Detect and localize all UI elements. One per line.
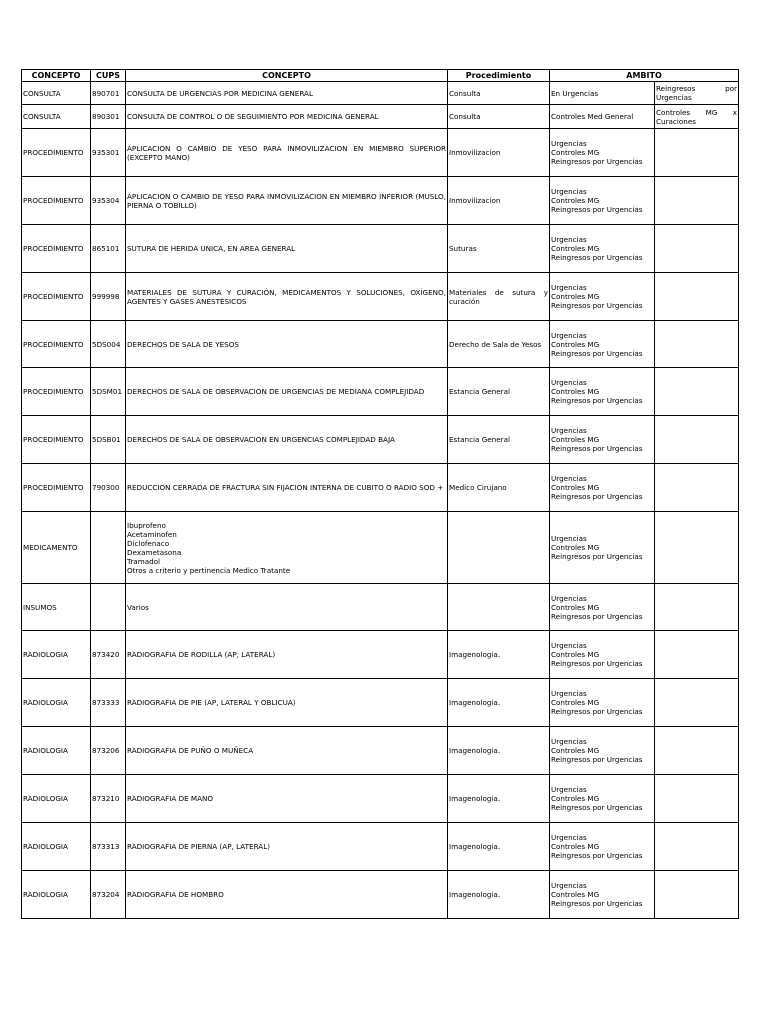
- cell-ambito-line: Urgencias: [551, 330, 587, 340]
- cell-ambito-line: Reingresos por Urgencias: [551, 205, 643, 214]
- cell-ambito-line: Urgencias: [551, 235, 587, 244]
- cell-procedimiento: [448, 584, 550, 631]
- cell-concepto-detalle-line: MATERIALES DE SUTURA Y CURACIÓN, MEDICAMENTOS Y SOLUCIONES, OXÍGENO, AGENTES Y GASES ANESTÉSICOS: [127, 287, 446, 306]
- cell-concepto: RADIOLOGIA: [22, 775, 91, 823]
- table-row: [22, 631, 739, 679]
- cell-ambito-extra: [655, 512, 739, 584]
- cell-ambito: [550, 823, 655, 871]
- cell-ambito-extra: [655, 679, 739, 727]
- cell-concepto-detalle: [126, 273, 448, 321]
- cell-concepto-detalle-line: CONSULTA DE CONTROL O DE SEGUIMIENTO POR MEDICINA GENERAL: [127, 112, 379, 121]
- cell-ambito-line: Controles MG: [551, 244, 600, 253]
- cell-ambito: [550, 105, 655, 129]
- cell-ambito: [550, 82, 655, 105]
- cell-ambito-extra: [655, 368, 739, 416]
- cell-ambito-line: Reingresos por Urgencias: [551, 444, 643, 453]
- cell-ambito-line: Reingresos por Urgencias: [551, 157, 643, 166]
- cell-ambito-line: Controles MG: [551, 890, 600, 899]
- cell-ambito-line: Reingresos por Urgencias: [551, 659, 643, 668]
- cell-ambito-extra: [655, 416, 739, 464]
- cell-cups: 873204: [91, 871, 126, 919]
- cell-concepto-detalle: [126, 416, 448, 464]
- cell-concepto-detalle-line: DERECHOS DE SALA DE OBSERVACION EN URGENCIAS COMPLEJIDAD BAJA: [127, 435, 395, 444]
- cell-cups: 935304: [91, 177, 126, 225]
- cell-ambito-line: Reingresos por Urgencias: [551, 611, 643, 621]
- cell-concepto: RADIOLOGIA: [22, 823, 91, 871]
- cell-concepto-detalle-line: SUTURA DE HERIDA UNICA, EN AREA GENERAL: [127, 244, 296, 253]
- cell-cups: 5DSM01: [91, 368, 126, 416]
- cell-ambito-line: Reingresos por Urgencias: [551, 851, 643, 860]
- cell-concepto: RADIOLOGIA: [22, 871, 91, 919]
- cell-concepto-detalle: [126, 823, 448, 871]
- cell-concepto-detalle: [126, 464, 448, 512]
- cell-ambito: [550, 273, 655, 321]
- cell-ambito-extra: [655, 823, 739, 871]
- cell-ambito-extra: [655, 775, 739, 823]
- cell-ambito-extra: [655, 129, 739, 177]
- cell-concepto-detalle: [126, 512, 448, 584]
- cell-ambito-line: Reingresos por Urgencias: [551, 253, 643, 262]
- cell-ambito-line: Reingresos por Urgencias: [551, 803, 643, 812]
- cell-procedimiento: Imagenologia.: [448, 727, 550, 775]
- cell-ambito: [550, 871, 655, 919]
- cell-ambito-line: Urgencias: [551, 593, 587, 603]
- cell-ambito: [550, 368, 655, 416]
- cell-concepto-detalle-line: Tramadol: [127, 556, 161, 566]
- cell-concepto-detalle-line: Diclofenaco: [127, 538, 170, 548]
- header-concepto: CONCEPTO: [22, 70, 91, 82]
- cell-procedimiento: Medico Cirujano: [448, 464, 550, 512]
- table-row: [22, 273, 739, 321]
- cell-concepto-detalle-line: Dexametasona: [127, 547, 182, 557]
- cell-concepto-detalle-line: APLICACION O CAMBIO DE YESO PARA INMOVILIZACION EN MIEMBRO INFERIOR (MUSLO, PIERNA O TOBILLO): [127, 191, 446, 210]
- cell-concepto-detalle-line: RADIOGRAFIA DE HOMBRO: [127, 890, 224, 899]
- table-body: [22, 82, 739, 919]
- table-row: [22, 584, 739, 631]
- table-row: [22, 321, 739, 368]
- cell-ambito-line: Controles MG: [551, 842, 600, 851]
- cell-cups: 935301: [91, 129, 126, 177]
- cell-ambito-line: Reingresos por Urgencias: [551, 707, 643, 716]
- cell-concepto: CONSULTA: [22, 105, 91, 129]
- table-row: [22, 105, 739, 129]
- cell-ambito-extra: [655, 727, 739, 775]
- cell-cups: 5DS004: [91, 321, 126, 368]
- cell-procedimiento: Imagenologia.: [448, 871, 550, 919]
- cell-ambito-line: Urgencias: [551, 641, 587, 650]
- cell-ambito-line: Urgencias: [551, 187, 587, 196]
- cell-ambito-line: Urgencias: [551, 426, 587, 435]
- cell-ambito: [550, 584, 655, 631]
- cell-procedimiento: Imagenologia.: [448, 679, 550, 727]
- cell-concepto-detalle-line: RADIOGRAFIA DE MANO: [127, 794, 214, 803]
- cell-concepto-detalle: [126, 177, 448, 225]
- cell-ambito-extra-line: Controles MG x Curaciones: [656, 107, 738, 126]
- cell-concepto: PROCEDIMIENTO: [22, 416, 91, 464]
- cell-ambito-line: Urgencias: [551, 881, 587, 890]
- cell-ambito-line: Urgencias: [551, 785, 587, 794]
- table-row: [22, 512, 739, 584]
- table-row: [22, 823, 739, 871]
- cell-ambito: [550, 512, 655, 584]
- cell-concepto: MEDICAMENTO: [22, 512, 91, 584]
- header-row: [22, 70, 739, 82]
- cell-procedimiento: Suturas: [448, 225, 550, 273]
- cell-concepto-detalle: [126, 321, 448, 368]
- table-row: [22, 464, 739, 512]
- cell-concepto-detalle-line: RADIOGRAFIA DE PIERNA (AP, LATERAL): [127, 842, 271, 851]
- cell-ambito-line: Controles MG: [551, 435, 600, 444]
- cell-concepto-detalle: [126, 105, 448, 129]
- cell-ambito-line: Urgencias: [551, 474, 587, 483]
- cell-cups: 873333: [91, 679, 126, 727]
- header-procedimiento: Procedimiento: [448, 70, 550, 82]
- table-row: [22, 368, 739, 416]
- cell-ambito-line: Controles MG: [551, 602, 600, 612]
- cell-ambito-line: Controles MG: [551, 196, 600, 205]
- cell-ambito-extra: [655, 105, 739, 129]
- cell-concepto: CONSULTA: [22, 82, 91, 105]
- cell-procedimiento: Imagenologia.: [448, 775, 550, 823]
- cell-concepto-detalle: [126, 679, 448, 727]
- cell-ambito: [550, 727, 655, 775]
- cell-ambito-line: Controles MG: [551, 650, 600, 659]
- cell-concepto: PROCEDIMIENTO: [22, 368, 91, 416]
- cell-ambito-line: Controles MG: [551, 148, 600, 157]
- procedures-table: [21, 69, 739, 919]
- cell-procedimiento: Imagenologia.: [448, 631, 550, 679]
- cell-ambito-extra: [655, 82, 739, 105]
- cell-concepto-detalle-line: Ibuprofeno: [127, 520, 166, 530]
- cell-ambito-line: Urgencias: [551, 283, 587, 292]
- cell-cups: 999998: [91, 273, 126, 321]
- cell-ambito-line: Controles MG: [551, 339, 600, 349]
- cell-ambito: [550, 129, 655, 177]
- header-concepto-detalle: CONCEPTO: [126, 70, 448, 82]
- cell-ambito-line: Urgencias: [551, 689, 587, 698]
- cell-ambito-line: Controles MG: [551, 483, 600, 492]
- cell-concepto-detalle: [126, 727, 448, 775]
- cell-concepto-detalle-line: DERECHOS DE SALA DE OBSERVACION DE URGENCIAS DE MEDIANA COMPLEJIDAD: [127, 387, 425, 396]
- cell-concepto-detalle: [126, 368, 448, 416]
- header-ambito: AMBITO: [550, 70, 739, 82]
- cell-cups: 890701: [91, 82, 126, 105]
- table-row: [22, 679, 739, 727]
- cell-ambito: [550, 321, 655, 368]
- cell-ambito: [550, 177, 655, 225]
- table-row: [22, 727, 739, 775]
- cell-procedimiento: Materiales de sutura y curación: [448, 273, 550, 321]
- table-row: [22, 177, 739, 225]
- cell-ambito: [550, 464, 655, 512]
- cell-ambito: [550, 416, 655, 464]
- cell-procedimiento: [448, 512, 550, 584]
- cell-ambito-extra-line: Reingresos por Urgencias: [656, 84, 738, 102]
- cell-concepto-detalle-line: DERECHOS DE SALA DE YESOS: [127, 339, 239, 349]
- cell-cups: 873210: [91, 775, 126, 823]
- cell-concepto: PROCEDIMIENTO: [22, 129, 91, 177]
- cell-concepto-detalle-line: APLICACION O CAMBIO DE YESO PARA INMOVILIZACION EN MIEMBRO SUPERIOR (EXCEPTO MANO): [127, 143, 446, 162]
- cell-concepto: PROCEDIMIENTO: [22, 321, 91, 368]
- cell-ambito-line: Controles MG: [551, 543, 600, 552]
- cell-ambito: [550, 631, 655, 679]
- cell-ambito-line: Controles MG: [551, 794, 600, 803]
- cell-ambito-line: Reingresos por Urgencias: [551, 755, 643, 764]
- cell-concepto-detalle: [126, 225, 448, 273]
- cell-ambito-extra: [655, 584, 739, 631]
- cell-cups: 5DSB01: [91, 416, 126, 464]
- cell-ambito-line: Reingresos por Urgencias: [551, 492, 643, 501]
- cell-procedimiento: Inmovilizacion: [448, 129, 550, 177]
- cell-ambito-line: Reingresos por Urgencias: [551, 396, 643, 405]
- cell-concepto: PROCEDIMIENTO: [22, 225, 91, 273]
- cell-ambito-extra: [655, 225, 739, 273]
- cell-procedimiento: Imagenologia.: [448, 823, 550, 871]
- cell-procedimiento: Inmovilizacion: [448, 177, 550, 225]
- cell-procedimiento: Derecho de Sala de Yesos: [448, 321, 550, 368]
- cell-ambito: [550, 225, 655, 273]
- cell-cups: [91, 512, 126, 584]
- cell-cups: 865101: [91, 225, 126, 273]
- table-row: [22, 129, 739, 177]
- cell-cups: 873206: [91, 727, 126, 775]
- cell-concepto-detalle: [126, 129, 448, 177]
- table-row: [22, 416, 739, 464]
- cell-concepto: RADIOLOGIA: [22, 631, 91, 679]
- table-row: [22, 775, 739, 823]
- cell-procedimiento: Consulta: [448, 82, 550, 105]
- cell-concepto: PROCEDIMIENTO: [22, 177, 91, 225]
- cell-concepto-detalle-line: Varios: [127, 602, 149, 612]
- cell-procedimiento: Estancia General: [448, 368, 550, 416]
- cell-ambito-line: Controles MG: [551, 698, 600, 707]
- cell-ambito-line: Controles MG: [551, 292, 600, 301]
- cell-cups: 873313: [91, 823, 126, 871]
- cell-ambito-line: Reingresos por Urgencias: [551, 899, 643, 908]
- cell-ambito-extra: [655, 321, 739, 368]
- cell-ambito-extra: [655, 871, 739, 919]
- table-row: [22, 225, 739, 273]
- cell-concepto-detalle: [126, 775, 448, 823]
- cell-ambito-line: Urgencias: [551, 534, 587, 543]
- cell-concepto: RADIOLOGIA: [22, 679, 91, 727]
- cell-concepto: RADIOLOGIA: [22, 727, 91, 775]
- cell-ambito-line: Controles MG: [551, 746, 600, 755]
- cell-ambito-extra: [655, 273, 739, 321]
- cell-ambito-line: Reingresos por Urgencias: [551, 301, 643, 310]
- cell-ambito: [550, 775, 655, 823]
- cell-concepto: PROCEDIMIENTO: [22, 273, 91, 321]
- cell-concepto-detalle-line: RADIOGRAFIA DE PIE (AP, LATERAL Y OBLICUA): [127, 698, 296, 707]
- cell-procedimiento: Consulta: [448, 105, 550, 129]
- cell-ambito-line: Controles Med General: [551, 112, 634, 121]
- cell-ambito-line: Controles MG: [551, 387, 600, 396]
- table-row: [22, 871, 739, 919]
- cell-concepto-detalle-line: Otros a criterio y pertinencia Medico Tratante: [127, 565, 291, 575]
- cell-ambito-line: Urgencias: [551, 378, 587, 387]
- cell-ambito-line: Urgencias: [551, 737, 587, 746]
- table-row: [22, 82, 739, 105]
- cell-concepto: INSUMOS: [22, 584, 91, 631]
- cell-procedimiento: Estancia General: [448, 416, 550, 464]
- cell-concepto-detalle: [126, 584, 448, 631]
- cell-cups: [91, 584, 126, 631]
- cell-cups: 890301: [91, 105, 126, 129]
- cell-ambito: [550, 679, 655, 727]
- cell-ambito-line: Urgencias: [551, 139, 587, 148]
- cell-concepto-detalle-line: RADIOGRAFIA DE PUÑO O MUÑECA: [127, 746, 254, 755]
- cell-ambito-extra: [655, 464, 739, 512]
- cell-ambito-line: Urgencias: [551, 833, 587, 842]
- cell-concepto-detalle-line: REDUCCION CERRADA DE FRACTURA SIN FIJACION INTERNA DE CUBITO O RADIO SOD +: [127, 483, 444, 492]
- header-cups: CUPS: [91, 70, 126, 82]
- cell-cups: 873420: [91, 631, 126, 679]
- cell-concepto-detalle: [126, 631, 448, 679]
- cell-concepto-detalle: [126, 82, 448, 105]
- cell-ambito-line: En Urgencias: [551, 88, 599, 98]
- cell-ambito-extra: [655, 177, 739, 225]
- cell-ambito-line: Reingresos por Urgencias: [551, 348, 643, 358]
- cell-ambito-line: Reingresos por Urgencias: [551, 552, 643, 561]
- cell-concepto-detalle: [126, 871, 448, 919]
- cell-concepto: PROCEDIMIENTO: [22, 464, 91, 512]
- cell-cups: 790300: [91, 464, 126, 512]
- cell-concepto-detalle-line: Acetaminofen: [127, 529, 177, 539]
- cell-concepto-detalle-line: CONSULTA DE URGENCIAS POR MEDICINA GENERAL: [127, 88, 313, 98]
- cell-ambito-extra: [655, 631, 739, 679]
- cell-concepto-detalle-line: RADIOGRAFIA DE RODILLA (AP, LATERAL): [127, 650, 276, 659]
